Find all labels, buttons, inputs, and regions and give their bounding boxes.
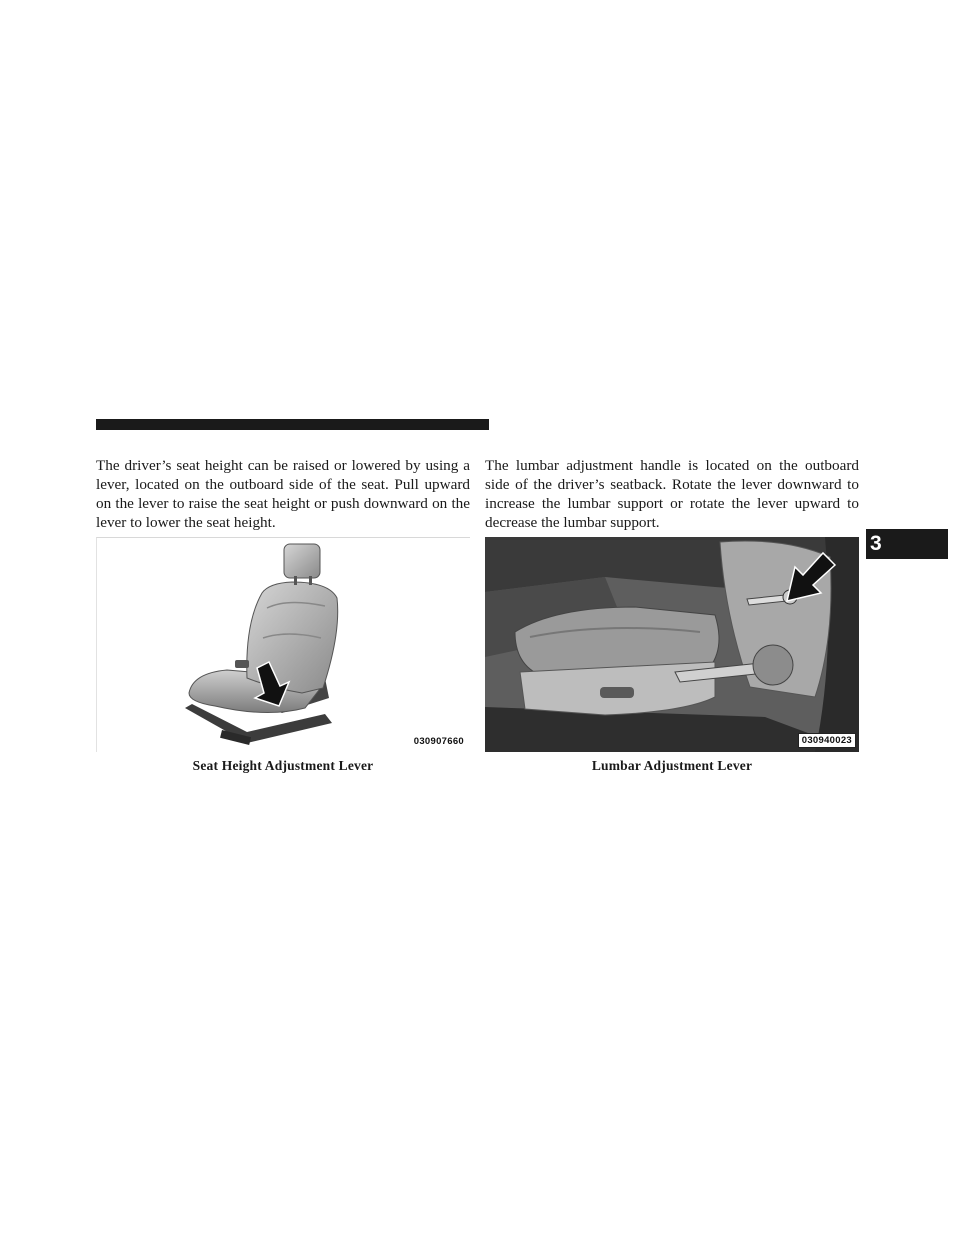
seat-height-paragraph: The driver’s seat height can be raised or lowered by using a lever, located on the outboard side of the seat. Pull upward on the lever to raise the seat height or push downward on the lever to lower the seat height. (96, 457, 470, 531)
seat-height-figure-code: 030907660 (413, 736, 464, 747)
seat-height-figure (96, 537, 470, 752)
seat-height-illustration (97, 538, 470, 752)
seat-height-caption: Seat Height Adjustment Lever (192, 758, 374, 773)
lumbar-illustration (485, 537, 859, 752)
section-tab: 3 (866, 529, 948, 559)
section-rule (96, 419, 489, 430)
lumbar-caption: Lumbar Adjustment Lever (591, 758, 753, 773)
lumbar-paragraph: The lumbar adjustment handle is located on the outboard side of the driver’s seatback. Rotate the lever downward to increase the lumbar support or rotate the lever upward to decrease the lumbar support. (485, 457, 859, 531)
lumbar-figure (485, 537, 859, 752)
lumbar-figure-code: 030940023 (798, 733, 856, 748)
